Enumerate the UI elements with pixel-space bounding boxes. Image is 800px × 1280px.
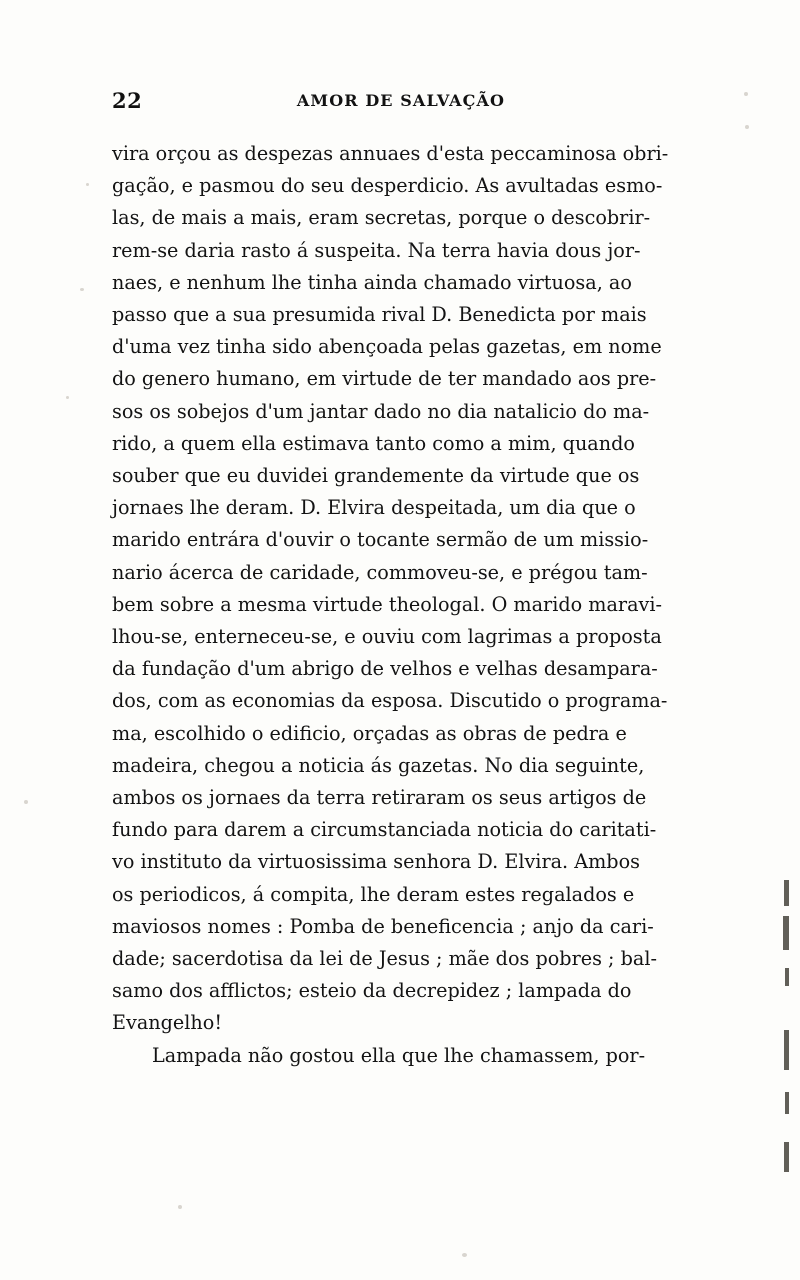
page-body (112, 138, 692, 1072)
text-line: dos, com as economias da esposa. Discutido o programa- (112, 689, 668, 713)
text-line: naes, e nenhum lhe tinha ainda chamado virtuosa, ao (112, 270, 632, 294)
paper-speck (745, 125, 749, 129)
text-line: Lampada não gostou ella que lhe chamassem, por- (152, 1043, 646, 1067)
text-line: vo instituto da virtuosissima senhora D. Elvira. Ambos (112, 850, 640, 874)
text-line: bem sobre a mesma virtude theologal. O marido maravi- (112, 592, 662, 616)
text-line: ma, escolhido o edificio, orçadas as obras de pedra e (112, 721, 627, 745)
text-line: ambos os jornaes da terra retiraram os seus artigos de (112, 786, 647, 810)
text-line: samo dos afflictos; esteio da decrepidez ; lampada do (112, 979, 632, 1003)
paper-speck (462, 1253, 467, 1257)
page-header (112, 88, 690, 112)
text-line: vira orçou as despezas annuaes d'esta peccaminosa obri- (112, 142, 669, 165)
text-line: Evangelho! (112, 1011, 223, 1035)
text-line: las, de mais a mais, eram secretas, porque o descobrir- (112, 206, 651, 230)
text-line: madeira, chegou a noticia ás gazetas. No dia seguinte, (112, 753, 645, 777)
text-line: dade; sacerdotisa da lei de Jesus ; mãe dos pobres ; bal- (112, 947, 657, 971)
text-line: do genero humano, em virtude de ter mandado aos pre- (112, 367, 657, 391)
paper-speck (86, 183, 89, 186)
text-line: gação, e pasmou do seu desperdicio. As avultadas esmo- (112, 174, 663, 198)
text-line: rem-se daria rasto á suspeita. Na terra havia dous jor- (112, 238, 641, 262)
text-line: lhou-se, enterneceu-se, e ouviu com lagrimas a proposta (112, 625, 662, 649)
text-line: maviosos nomes : Pomba de beneficencia ; anjo da cari- (112, 914, 654, 938)
text-line: os periodicos, á compita, lhe deram estes regalados e (112, 882, 635, 906)
paper-speck (66, 396, 69, 399)
running-head: AMOR DE SALVAÇÃO (296, 91, 506, 110)
text-line: d'uma vez tinha sido abençoada pelas gazetas, em nome (112, 335, 662, 359)
scan-edge-marks (782, 880, 792, 1200)
text-line: nario ácerca de caridade, commoveu-se, e prégou tam- (112, 560, 648, 584)
text-line: marido entrára d'ouvir o tocante sermão de um missio- (112, 528, 649, 552)
text-line: rido, a quem ella estimava tanto como a mim, quando (112, 431, 635, 455)
paper-speck (744, 92, 748, 96)
text-line: fundo para darem a circumstanciada noticia do caritati- (112, 818, 657, 842)
paper-speck (178, 1205, 182, 1209)
text-line: jornaes lhe deram. D. Elvira despeitada, um dia que o (112, 496, 636, 520)
text-line: passo que a sua presumida rival D. Benedicta por mais (112, 303, 647, 327)
paper-speck (80, 288, 84, 291)
text-line: sos os sobejos d'um jantar dado no dia natalicio do ma- (112, 399, 650, 423)
text-line: souber que eu duvidei grandemente da virtude que os (112, 464, 640, 488)
folio-number: 22 (112, 88, 143, 113)
text-line: da fundação d'um abrigo de velhos e velhas desampara- (112, 657, 658, 681)
paper-speck (24, 800, 28, 804)
